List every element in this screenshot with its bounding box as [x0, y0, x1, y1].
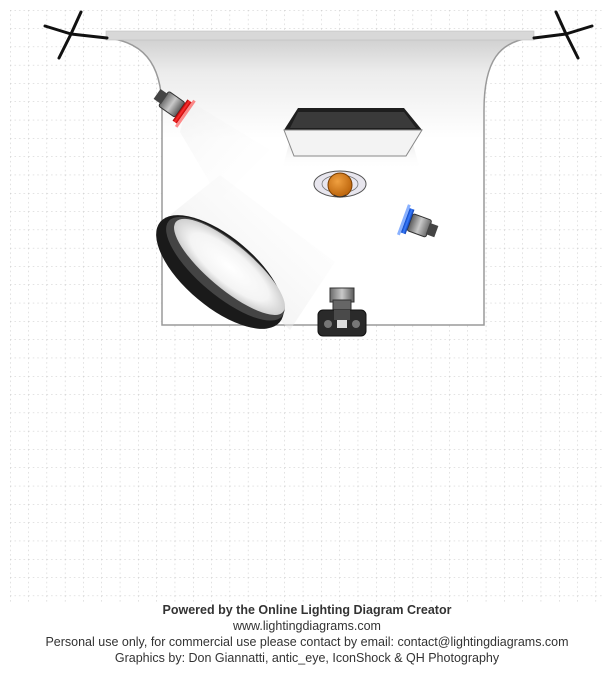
credit-title: Powered by the Online Lighting Diagram Creator	[162, 603, 452, 617]
website-link[interactable]: www.lightingdiagrams.com	[233, 619, 381, 633]
person-top-view-icon[interactable]	[314, 171, 366, 197]
graphics-credits: Graphics by: Don Giannatti, antic_eye, IconShock & QH Photography	[114, 651, 500, 665]
usage-notice: Personal use only, for commercial use please contact by email: contact@lightingdiagrams.com	[45, 635, 569, 649]
softbox-icon[interactable]	[282, 108, 422, 170]
credits-footer	[0, 602, 614, 666]
